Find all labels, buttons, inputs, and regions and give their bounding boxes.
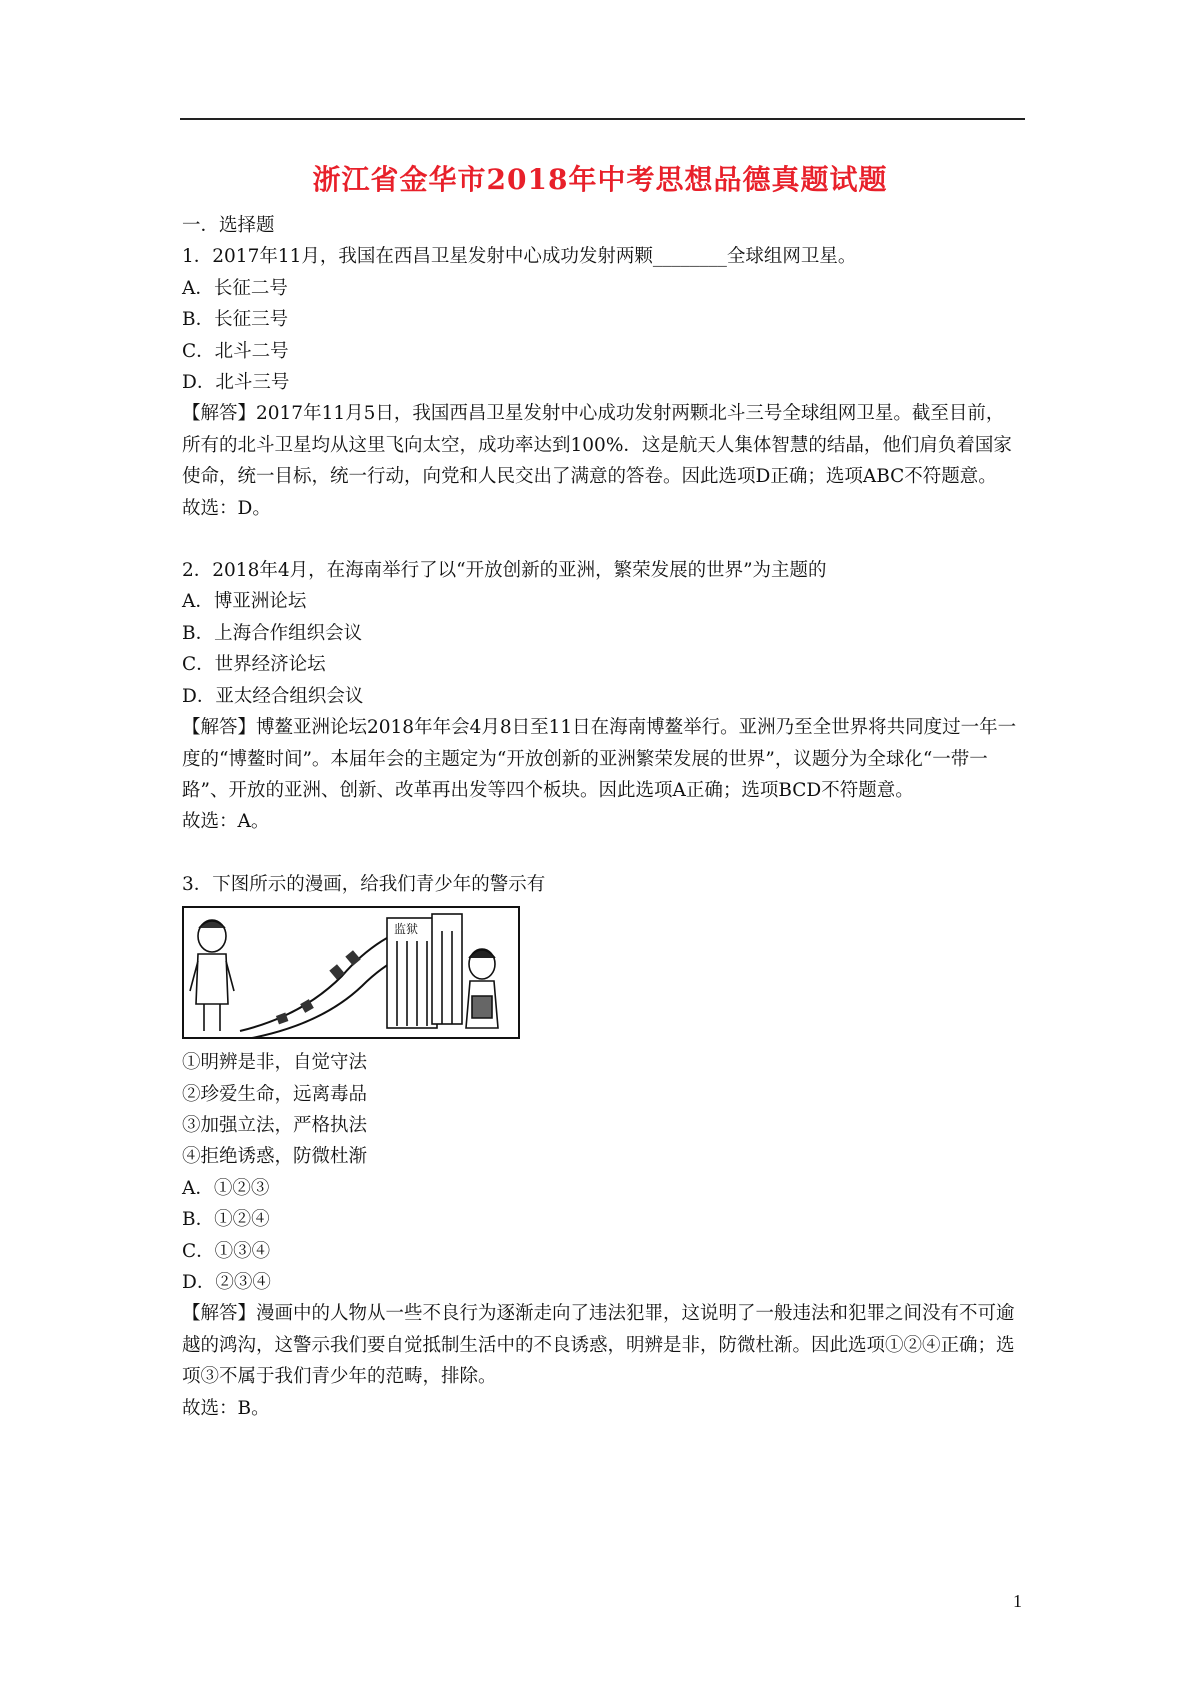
question-3-option-b: B．①②④ [182,1209,270,1231]
question-1-result: 故选：D。 [182,497,271,519]
question-3-answer: 【解答】漫画中的人物从一些不良行为逐渐走向了违法犯罪，这说明了一般违法和犯罪之间没有不可逾越的鸿沟，这警示我们要自觉抵制生活中的不良诱惑，明辨是非，防微杜渐。因此选项①②④正确；选项③不属于我们青少年的范畴，排除。 [182,1303,1015,1388]
statement-2: ②珍爱生命，远离毒品 [182,1083,368,1105]
document-body [182,210,1022,1424]
question-2-answer: 【解答】博鳌亚洲论坛2018年年会4月8日至11日在海南博鳌举行。亚洲乃至全世界将共同度过一年一度的“博鳌时间”。本届年会的主题定为“开放创新的亚洲繁荣发展的世界”，议题分为全球化“一带一路”、开放的亚洲、创新、改革再出发等四个板块。因此选项A正确；选项BCD不符题意。 [182,717,1017,801]
question-1-option-a: A．长征二号 [182,277,288,299]
statement-1: ①明辨是非，自觉守法 [182,1052,368,1074]
page-number: 1 [1013,1591,1022,1611]
cartoon-image [182,906,520,1039]
question-2-option-c: C．世界经济论坛 [182,654,326,676]
question-3-option-d: D．②③④ [182,1271,271,1293]
question-3-option-a: A．①②③ [182,1177,270,1199]
question-1-answer: 【解答】2017年11月5日，我国西昌卫星发射中心成功发射两颗北斗三号全球组网卫星。截至目前，所有的北斗卫星均从这里飞向太空，成功率达到100%．这是航天人集体智慧的结晶，他们肩负着国家使命，统一目标，统一行动，向党和人民交出了满意的答卷。因此选项D正确；选项ABC不符题意。 [182,403,1012,488]
cartoon-youth-figure [466,949,498,1028]
question-2-option-b: B．上海合作组织会议 [182,622,363,644]
header-rule [180,118,1025,120]
question-3-option-c: C．①③④ [182,1240,271,1262]
statement-4: ④拒绝诱惑，防微杜渐 [182,1146,368,1168]
section-heading: 一．选择题 [182,215,275,236]
question-2-stem: 2．2018年4月，在海南举行了以“开放创新的亚洲，繁荣发展的世界”为主题的 [182,560,827,582]
question-1-stem: 1．2017年11月，我国在西昌卫星发射中心成功发射两颗________全球组网卫星。 [182,246,857,268]
question-3-result: 故选：B。 [182,1397,270,1419]
statement-3: ③加强立法，严格执法 [182,1114,368,1136]
question-3-stem: 3．下图所示的漫画，给我们青少年的警示有 [182,873,546,895]
question-1-option-c: C．北斗二号 [182,340,289,362]
question-2-result: 故选：A。 [182,811,270,833]
question-1-option-d: D．北斗三号 [182,372,290,394]
question-2-option-d: D．亚太经合组织会议 [182,685,364,707]
question-1-option-b: B．长征三号 [182,309,289,331]
question-2-option-a: A．博亚洲论坛 [182,591,307,613]
prison-sign-text: 监狱 [394,922,419,937]
document-title: 浙江省金华市2018年中考思想品德真题试题 [312,163,888,196]
